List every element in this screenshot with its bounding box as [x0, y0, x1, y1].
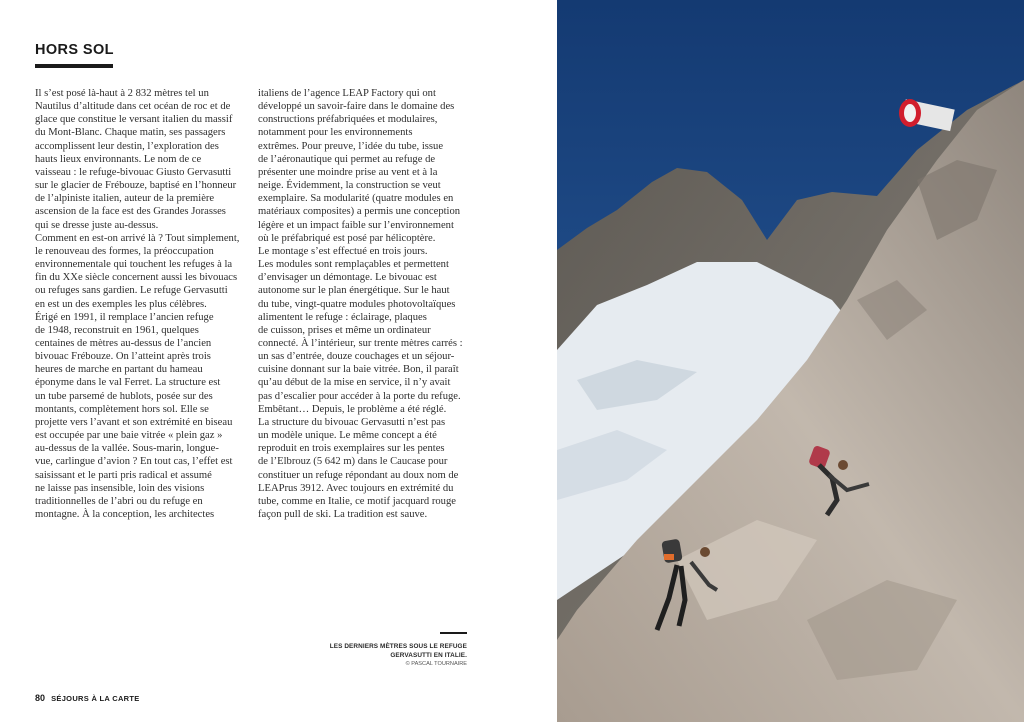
title-underline [35, 64, 113, 68]
page-number: 80 [35, 693, 46, 703]
article-column-1: Il s’est posé là-haut à 2 832 mètres tel un Nautilus d’altitude dans cet océan de roc et de glace que constitue le versant italien du massif du Mont-Blanc. Chaque matin, ses passagers accomplissent leur destin, l’exploration des hauts lieux environnants. Le nom de ce vaisseau : le refuge-bivouac Giusto Gervasutti sur le glacier de Frébouze, baptisé en l’honneur de l’alpiniste italien, auteur de la première ascension de la face est des Grandes Jorasses qui se dresse juste au-dessus. Comment en est-on arrivé là ? Tout simplement, le renouveau des formes, la préoccupation environnementale qui touchent les refuges à la fin du XXe siècle concernent aussi les bivouacs ou refuges sans gardien. Le refuge Gervasutti en est un des exemples les plus célèbres. Érigé en 1991, il remplace l’ancien refuge de 1948, reconstruit en 1961, quelques centaines de mètres au-dessus de l’ancien bivouac Frébouze. On l’atteint après trois heures de marche en partant du hameau éponyme dans le val Ferret. La structure est un tube parsemé de hublots, posée sur des montants, complètement hors sol. Elle se projette vers l’avant et son extrémité en biseau est occupée par une baie vitrée « plein gaz » au-dessus de la vallée. Sous-marin, longue- vue, carlingue d’avion ? En tout cas, l’effet est saisissant et le parti pris radical et assumé ne laisse pas insensible, loin des visions traditionnelles de l’abri ou du refuge en montagne. À la conception, les architectes [35, 88, 240, 520]
section-label: SÉJOURS À LA CARTE [51, 694, 140, 703]
caption-rule [440, 632, 467, 634]
mountain-photo [557, 0, 1024, 722]
photo-caption: LES DERNIERS MÈTRES SOUS LE REFUGE GERVASUTTI EN ITALIE. [329, 643, 467, 659]
page-footer [35, 693, 140, 703]
photo-credit: © PASCAL TOURNAIRE [405, 661, 467, 667]
article-column-2: italiens de l’agence LEAP Factory qui ont développé un savoir-faire dans le domaine des constructions préfabriquées et modulaires, notamment pour les environnements extrêmes. Pour preuve, l’idée du tube, issue de l’aéronautique qui permet au refuge de présenter une moindre prise au vent et à la neige. Évidemment, la construction se veut exemplaire. Sa modularité (quatre modules en matériaux composites) a permis une conception légère et un impact faible sur l’environnement où le préfabriqué est posé par hélicoptère. Le montage s’est effectué en trois jours. Les modules sont remplaçables et permettent d’envisager un démontage. Le bivouac est autonome sur le plan énergétique. Sur le haut du tube, vingt-quatre modules photovoltaïques alimentent le refuge : éclairage, plaques de cuisson, prises et même un ordinateur connecté. À l’intérieur, sur trente mètres carrés : un sas d’entrée, douze couchages et un séjour- cuisine donnant sur la baie vitrée. Bon, il paraît qu’au début de la mise en service, il n’y avait pas d’escalier pour accéder à la porte du refuge. Embêtant… Depuis, le problème a été réglé. La structure du bivouac Gervasutti n’est pas un modèle unique. Le même concept a été reproduit en trois exemplaires sur les pentes de l’Elbrouz (5 642 m) dans le Caucase pour constituer un refuge répondant au doux nom de LEAPrus 3912. Avec toujours en extrémité du tube, comme en Italie, ce motif jacquard rouge façon pull de ski. La tradition est sauve. [258, 88, 463, 520]
section-title: HORS SOL [35, 42, 114, 58]
